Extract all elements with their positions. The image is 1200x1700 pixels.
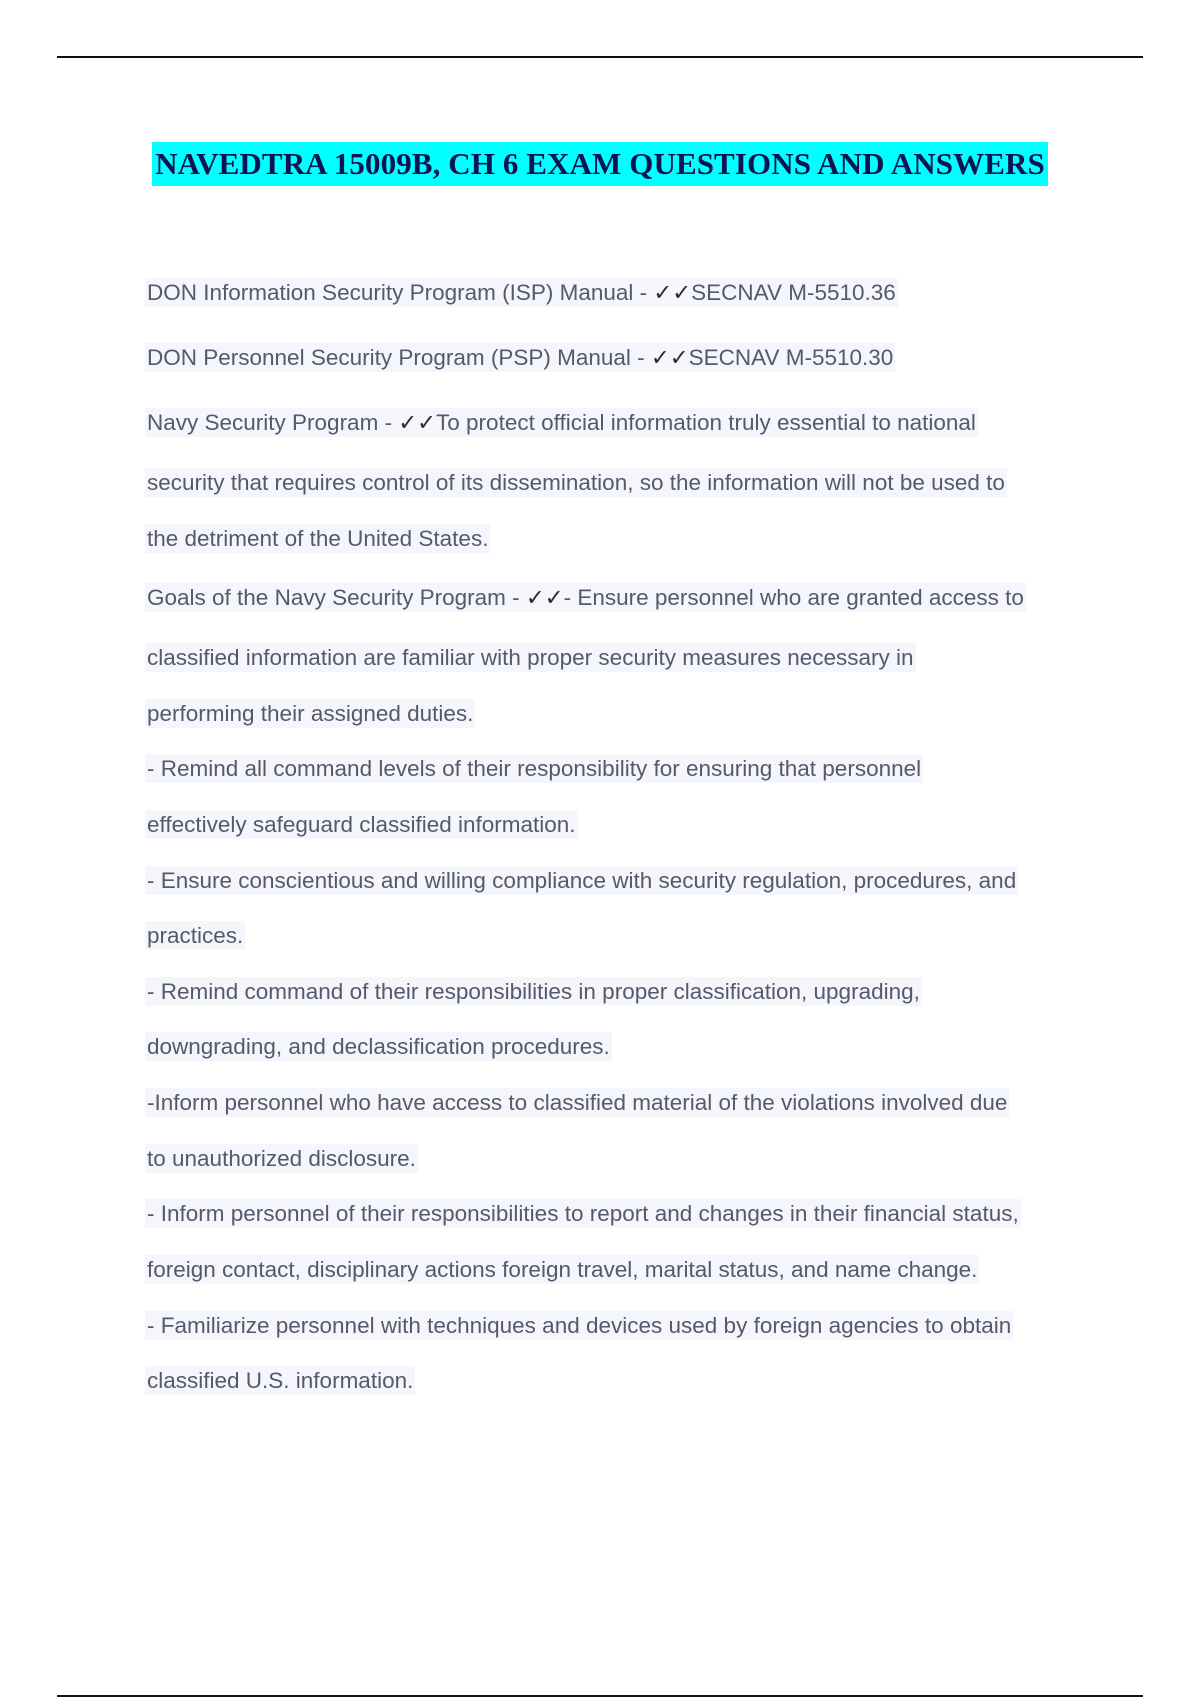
answer-line: - Remind all command levels of their responsibility for ensuring that personnel xyxy=(147,756,922,781)
question-term: Goals of the Navy Security Program - xyxy=(147,585,526,610)
check-icon: ✓✓ xyxy=(650,345,689,370)
question-term: DON Personnel Security Program (PSP) Manual - xyxy=(147,345,651,370)
answer-line: downgrading, and declassification procedures. xyxy=(147,1034,610,1059)
answer-line: practices. xyxy=(147,923,244,948)
answer-line: -Inform personnel who have access to classified material of the violations involved due xyxy=(147,1090,1008,1115)
answer-line: - Ensure conscientious and willing compliance with security regulation, procedures, and xyxy=(147,868,1017,893)
answer-line: classified U.S. information. xyxy=(147,1368,414,1393)
answer-line: - Familiarize personnel with techniques and devices used by foreign agencies to obtain xyxy=(147,1313,1012,1338)
qa-item-navy-security-goals xyxy=(145,582,1026,614)
answer-text: SECNAV M-5510.36 xyxy=(691,280,896,305)
answer-line: - Remind command of their responsibilities in proper classification, upgrading, xyxy=(147,979,920,1004)
check-icon: ✓✓ xyxy=(525,585,564,610)
answer-line: effectively safeguard classified information. xyxy=(147,812,576,837)
answer-line: classified information are familiar with proper security measures necessary in xyxy=(147,645,914,670)
qa-item-navy-security-program xyxy=(145,407,978,439)
answer-line: - Ensure personnel who are granted access to xyxy=(563,585,1024,610)
answer-line: the detriment of the United States. xyxy=(147,526,489,551)
answer-text: SECNAV M-5510.30 xyxy=(688,345,894,370)
check-icon: ✓✓ xyxy=(398,410,437,435)
answer-line: security that requires control of its dissemination, so the information will not be used to xyxy=(147,470,1005,495)
top-rule xyxy=(57,56,1143,58)
qa-item-isp-manual xyxy=(145,277,898,309)
document-title: NAVEDTRA 15009B, CH 6 EXAM QUESTIONS AND ANSWERS xyxy=(152,142,1048,186)
answer-line: To protect official information truly essential to national xyxy=(436,410,976,435)
question-term: Navy Security Program - xyxy=(147,410,399,435)
qa-item-psp-manual xyxy=(145,342,895,374)
question-term: DON Information Security Program (ISP) Manual - xyxy=(147,280,654,305)
title-container xyxy=(0,142,1200,186)
answer-line: to unauthorized disclosure. xyxy=(147,1146,416,1171)
answer-line: foreign contact, disciplinary actions foreign travel, marital status, and name change. xyxy=(147,1257,978,1282)
bottom-rule xyxy=(57,1695,1143,1697)
answer-line: - Inform personnel of their responsibilities to report and changes in their financial status, xyxy=(147,1201,1019,1226)
answer-line: performing their assigned duties. xyxy=(147,701,474,726)
check-icon: ✓✓ xyxy=(653,280,692,305)
